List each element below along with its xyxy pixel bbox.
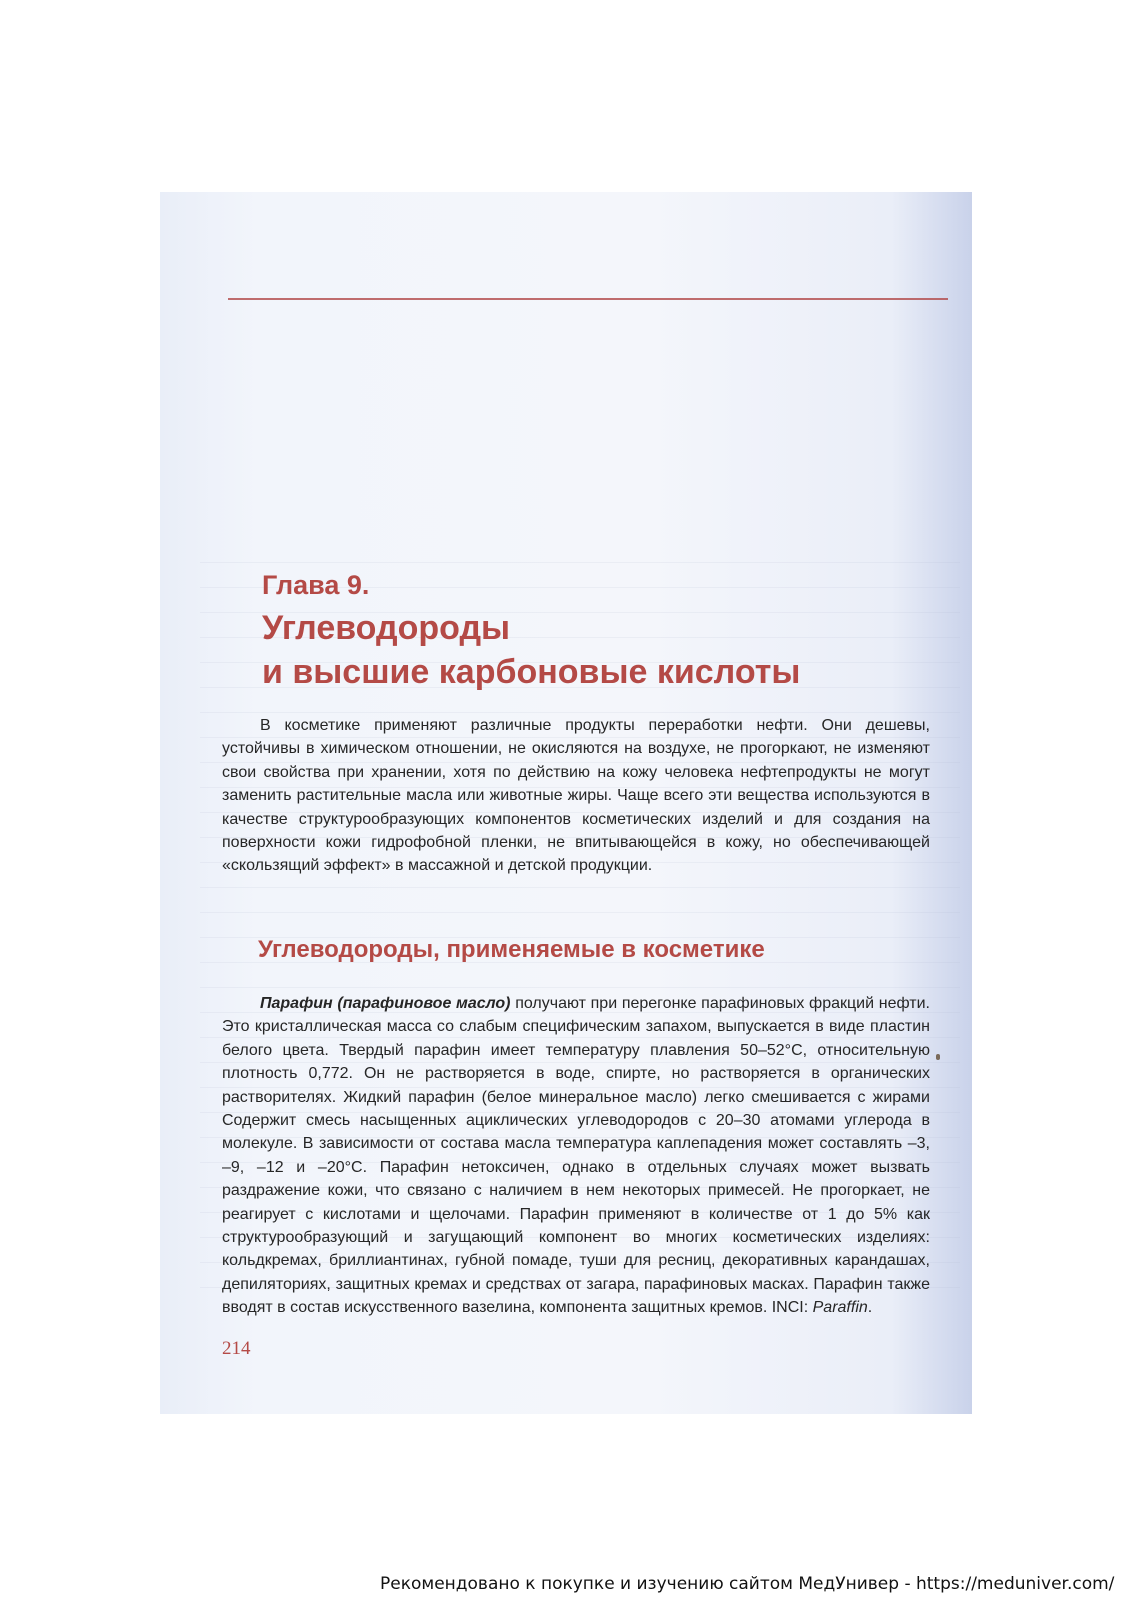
paraffin-text: получают при перегонке парафиновых фракций нефти. Это кристаллическая масса со слабым специфическим запахом, выпускается в виде пластин белого цвета. Твердый парафин имеет температуру плавления 50–52°С, относительную плотность 0,772. Он не растворяется в воде, спирте, но растворяется в органических растворителях. Жидкий парафин (белое минеральное масло) легко смешивается с жирами Содержит смесь насыщенных ациклических углеводородов с 20–30 атомами углерода в молекуле. В зависимости от состава масла температура каплепадения может составлять –3, –9, –12 и –20°С. Парафин нетоксичен, однако в отдельных случаях может вызвать раздражение кожи, что связано с наличием в нем некоторых примесей. Не прогоркает, не реагирует с кислотами и щелочами. Парафин применяют в количестве от 1 до 5% как структурообразующий и загущающий компонент во многих косметических изделиях: кольдкремах, бриллиантинах, губной помаде, туши для ресниц, декоративных карандашах, депиляториях, защитных кремах и средствах от загара, парафиновых масках. Парафин также вводят в состав искусственного вазелина, компонента защитных кремов. INCI: xyxy=(222,995,930,1317)
header-rule xyxy=(228,298,948,300)
footer-recommendation: Рекомендовано к покупке и изучению сайтом МедУнивер - https://meduniver.com/ xyxy=(380,1574,1115,1594)
section-heading: Углеводороды, применяемые в косметике xyxy=(258,936,765,963)
page-number: 214 xyxy=(222,1338,251,1359)
intro-paragraph: В косметике применяют различные продукты переработки нефти. Они дешевы, устойчивы в химическом отношении, не окисляются на воздухе, не прогоркают, не изменяют свои свойства при хранении, хотя по действию на кожу человека нефтепродукты не могут заменить растительные масла или животные жиры. Чаще всего эти вещества используются в качестве структурообразующих компонентов косметических изделий и для создания на поверхности кожи гидрофобной пленки, не впитывающейся в кожу, но обеспечивающей «скользящий эффект» в массажной и детской продукции. xyxy=(222,717,930,875)
scanned-page xyxy=(160,192,972,1414)
chapter-title-line-2: и высшие карбоновые кислоты xyxy=(262,653,801,691)
paraffin-paragraph xyxy=(222,992,930,1320)
paraffin-lead-term: Парафин (парафиновое масло) xyxy=(260,995,511,1012)
margin-speck xyxy=(936,1054,940,1060)
paraffin-end: . xyxy=(867,1299,873,1317)
chapter-heading xyxy=(262,568,902,694)
chapter-title-line-1: Углеводороды xyxy=(262,609,511,647)
chapter-label: Глава 9. xyxy=(262,570,370,600)
paraffin-inci: Paraffin xyxy=(812,1299,868,1317)
